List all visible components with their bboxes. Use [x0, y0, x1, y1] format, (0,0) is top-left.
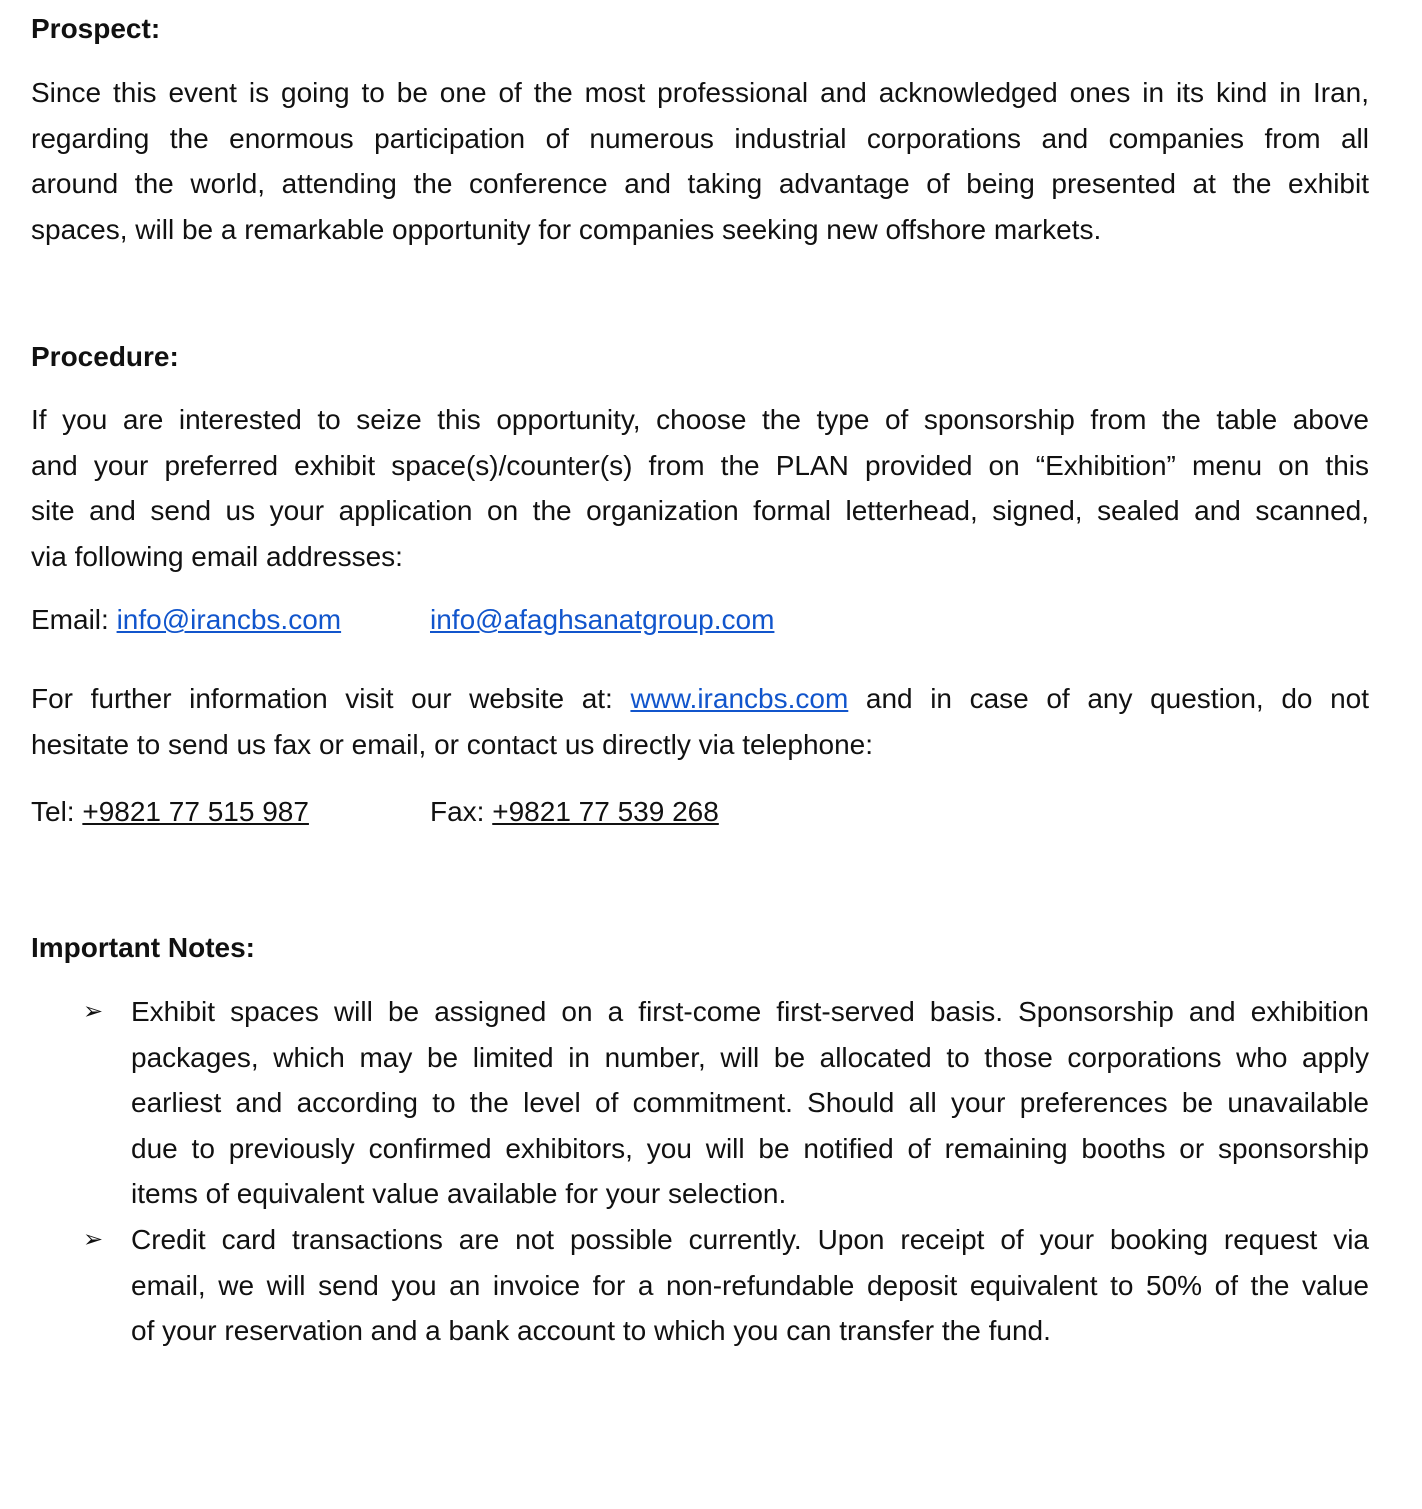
website-prefix: For further information visit our website at:: [31, 683, 613, 714]
note-item: [31, 989, 1369, 1217]
fax-number[interactable]: +9821 77 539 268: [492, 796, 719, 827]
email-row: [31, 600, 341, 640]
procedure-line: site and send us your application on the organization formal letterhead, signed, sealed and scanned,: [31, 495, 1369, 527]
tel-row: [31, 792, 309, 832]
procedure-line: via following email addresses:: [31, 540, 403, 572]
fax-label: Fax:: [430, 796, 485, 827]
note-line: items of equivalent value available for your selection.: [131, 1178, 787, 1210]
procedure-line: and your preferred exhibit space(s)/counter(s) from the PLAN provided on “Exhibition” menu on this: [31, 449, 1369, 481]
website-paragraph: [31, 676, 1369, 767]
notes-heading: Important Notes:: [31, 932, 255, 963]
prospect-line: regarding the enormous participation of numerous industrial corporations and companies from all: [31, 122, 1369, 154]
prospect-line: spaces, will be a remarkable opportunity for companies seeking new offshore markets.: [31, 213, 1102, 245]
email-row-second: [430, 600, 774, 640]
note-item: [31, 1217, 1369, 1354]
prospect-heading: Prospect:: [31, 13, 161, 44]
note-line: earliest and according to the level of commitment. Should all your preferences be unavailable: [131, 1087, 1369, 1119]
note-line: packages, which may be limited in number, will be allocated to those corporations who apply: [131, 1041, 1369, 1073]
note-line: of your reservation and a bank account to which you can transfer the fund.: [131, 1315, 1051, 1347]
arrow-bullet-icon: ➢: [83, 998, 104, 1025]
website-line-2: hesitate to send us fax or email, or contact us directly via telephone:: [31, 728, 874, 760]
prospect-paragraph: [31, 70, 1369, 252]
website-link[interactable]: www.irancbs.com: [630, 683, 849, 714]
tel-number[interactable]: +9821 77 515 987: [82, 796, 309, 827]
note-line: Exhibit spaces will be assigned on a first-come first-served basis. Sponsorship and exhibition: [131, 996, 1369, 1027]
arrow-bullet-icon: ➢: [83, 1225, 104, 1253]
email-link-afaghsanat[interactable]: info@afaghsanatgroup.com: [430, 604, 775, 635]
fax-row: [430, 792, 719, 832]
website-line: [31, 676, 1369, 722]
procedure-heading: Procedure:: [31, 341, 179, 372]
email-link-irancbs[interactable]: info@irancbs.com: [116, 604, 342, 635]
prospect-line: around the world, attending the conference and taking advantage of being presented at the exhibit: [31, 168, 1369, 200]
procedure-line: If you are interested to seize this opportunity, choose the type of sponsorship from the table above: [31, 404, 1369, 435]
email-label: Email:: [31, 604, 109, 635]
tel-label: Tel:: [31, 796, 75, 827]
note-line: due to previously confirmed exhibitors, you will be notified of remaining booths or sponsorship: [131, 1132, 1369, 1164]
website-suffix: and in case of any question, do not: [865, 683, 1369, 714]
notes-list: [31, 989, 1369, 1354]
prospect-line: Since this event is going to be one of the most professional and acknowledged ones in its kind in Iran,: [31, 77, 1369, 108]
note-line: Credit card transactions are not possible currently. Upon receipt of your booking request via: [131, 1223, 1369, 1255]
procedure-paragraph: [31, 397, 1369, 579]
note-line: email, we will send you an invoice for a non-refundable deposit equivalent to 50% of the value: [131, 1269, 1369, 1301]
